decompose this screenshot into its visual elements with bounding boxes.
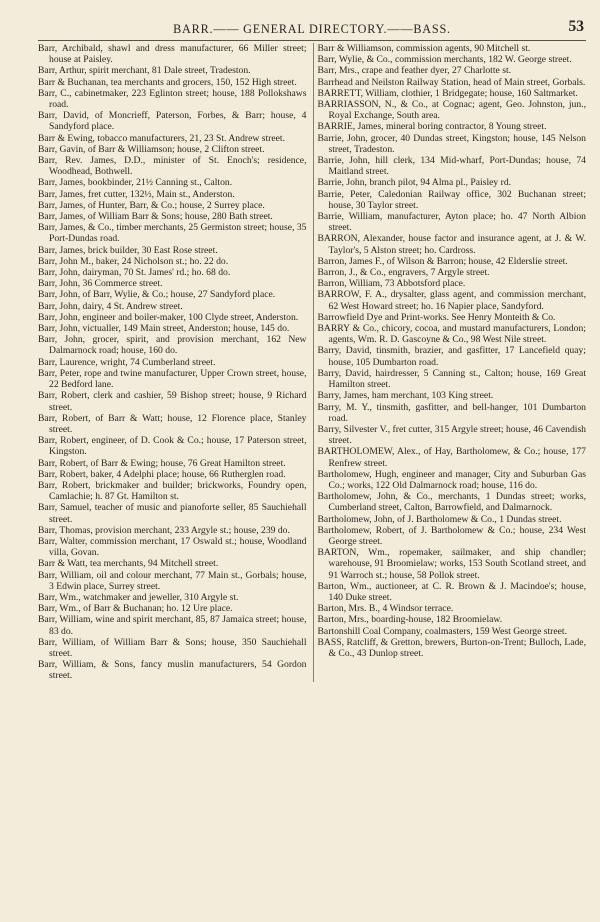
directory-entry: Barry, David, tinsmith, brazier, and gasfitter, 17 Lancefield quay; house, 105 Dumbarton road. <box>317 345 586 368</box>
directory-entry: Barr, Arthur, spirit merchant, 81 Dale street, Tradeston. <box>38 65 251 77</box>
directory-entry: Barry, James, ham merchant, 103 King street. <box>317 390 494 402</box>
directory-entry: Barr, William, of William Barr & Sons; house, 350 Sauchiehall street. <box>38 636 307 659</box>
directory-entry: Barr, James, fret cutter, 132½, Main st., Anderston. <box>38 188 235 200</box>
directory-entry: Barr, Robert, engineer, of D. Cook & Co.; house, 17 Paterson street, Kingston. <box>38 435 307 458</box>
directory-entry: Barr, James, bookbinder, 21½ Canning st., Calton. <box>38 177 233 189</box>
directory-entry: Barr, James, of William Barr & Sons; house, 280 Bath street. <box>38 211 273 223</box>
directory-entry: Barr, John, engineer and boiler-maker, 100 Clyde street, Anderston. <box>38 311 299 323</box>
directory-entry: Barron, J., & Co., engravers, 7 Argyle street. <box>317 267 490 279</box>
directory-entry: Barton, Wm., auctioneer, at C. R. Brown & J. Macindoe's; house, 140 Duke street. <box>317 580 586 603</box>
page-header <box>38 18 586 40</box>
directory-entry: Barrowfield Dye and Print-works. See Henry Monteith & Co. <box>317 311 556 323</box>
directory-entry: BARROW, F. A., drysalter, glass agent, and commission merchant, 62 West Howard street; ho. 16 Napier place, Sandyford. <box>317 289 586 312</box>
directory-entry: Barr, Wm., of Barr & Buchanan; ho. 12 Ure place. <box>38 603 233 615</box>
directory-entry: Barr, David, of Moncrieff, Paterson, Forbes, & Barr; house, 4 Sandyford place. <box>38 110 307 133</box>
directory-entry: Barr, Archibald, shawl and dress manufacturer, 66 Miller street; house at Paisley. <box>38 43 307 66</box>
directory-entry: Barr & Watt, tea merchants, 94 Mitchell street. <box>38 558 219 570</box>
directory-entry: BARRIASSON, N., & Co., at Cognac; agent, Geo. Johnston, jun., Royal Exchange, South area. <box>317 99 586 122</box>
running-title: BARR.—— GENERAL DIRECTORY.——BASS. <box>173 22 451 36</box>
directory-entry: Barr & Williamson, commission agents, 90 Mitchell st. <box>317 43 531 54</box>
directory-entry: Barr, James, brick builder, 30 East Rose street. <box>38 244 218 256</box>
page-number: 53 <box>568 18 584 35</box>
directory-entry: Barton, Mrs. B., 4 Windsor terrace. <box>317 603 454 615</box>
directory-entry: Barr, Mrs., crape and feather dyer, 27 Charlotte st. <box>317 65 512 77</box>
directory-entry: Barr, John, dairy, 4 St. Andrew street. <box>38 300 183 312</box>
directory-entry: BASS, Ratcliff, & Gretton, brewers, Burton-on-Trent; Bulloch, Lade, & Co., 43 Dunlop street. <box>317 636 586 659</box>
directory-entry: BARRETT, William, clothier, 1 Bridgegate; house, 160 Saltmarket. <box>317 87 578 99</box>
directory-entry: Barrhead and Neilston Railway Station, head of Main street, Gorbals. <box>317 76 586 88</box>
directory-entry: Barrie, William, manufacturer, Ayton place; ho. 47 North Albion street. <box>317 211 586 234</box>
directory-entry: Barr, John, grocer, spirit, and provision merchant, 162 New Dalmarnock road; house, 160 do. <box>38 334 307 357</box>
directory-entry: Barr, John, dairyman, 70 St. James' rd.; ho. 68 do. <box>38 267 231 279</box>
directory-entry: Barrie, John, hill clerk, 134 Mid-wharf, Port-Dundas; house, 74 Maitland street. <box>317 155 586 178</box>
directory-entry: Barron, James F., of Wilson & Barron; house, 42 Elderslie street. <box>317 255 568 267</box>
directory-entry: Barr, Peter, rope and twine manufacturer, Upper Crown street, house, 22 Bedford lane. <box>38 367 307 391</box>
directory-entry: Bartonshill Coal Company, coalmasters, 159 West George street. <box>317 625 568 637</box>
directory-entry: Bartholomew, John, & Co., merchants, 1 Dundas street; works, Cumberland street, Calton, Barrowfield, and Dalmarnock. <box>317 491 586 514</box>
directory-entry: Barr, James, & Co., timber merchants, 25 Germiston street; house, 35 Port-Dundas road. <box>38 222 307 245</box>
right-column <box>313 43 587 682</box>
directory-entry: Barry, M. Y., tinsmith, gasfitter, and bell-hanger, 101 Dumbarton road. <box>317 401 586 424</box>
directory-entry: BARRON, Alexander, house factor and insurance agent, at J. & W. Taylor's, 5 Alston street; ho. Cardross. <box>317 233 586 256</box>
directory-entry: Barr, John, victualler, 149 Main street, Anderston; house, 145 do. <box>38 323 290 335</box>
directory-entry: Barrie, Peter, Caledonian Railway office, 302 Buchanan street; house, 30 Taylor street. <box>317 188 586 211</box>
directory-entry: Barr, Robert, brickmaker and builder; brickworks, Foundry open, Camlachie; h. 87 Gt. Hamilton st. <box>38 479 307 503</box>
directory-entry: Barr, William, wine and spirit merchant, 85, 87 Jamaica street; house, 83 do. <box>38 614 307 637</box>
directory-entry: Barr, James, of Hunter, Barr, & Co.; house, 2 Surrey place. <box>38 199 265 211</box>
directory-entry: Bartholomew, Robert, of J. Bartholomew & Co.; house, 234 West George street. <box>317 524 586 547</box>
directory-entry: BARRY & Co., chicory, cocoa, and mustard manufacturers, London; agents, Wm. R. D. Gascoyne & Co., 98 West Nile street. <box>317 323 586 346</box>
left-column <box>38 43 307 682</box>
directory-entry: Barr & Ewing, tobacco manufacturers, 21, 23 St. Andrew street. <box>38 132 285 144</box>
directory-entry: Barr, Thomas, provision merchant, 233 Argyle st.; house, 239 do. <box>38 524 290 536</box>
directory-entry: BARTHOLOMEW, Alex., of Hay, Bartholomew, & Co.; house, 177 Renfrew street. <box>317 446 586 469</box>
directory-entry: Barr, Gavin, of Barr & Williamson; house, 2 Clifton street. <box>38 143 265 155</box>
directory-entry: Barr, Robert, of Barr & Watt; house, 12 Florence place, Stanley street. <box>38 412 307 435</box>
directory-entry: Barron, William, 73 Abbotsford place. <box>317 278 466 290</box>
directory-entry: Barr, Robert, baker, 4 Adelphi place; house, 66 Rutherglen road. <box>38 468 286 480</box>
directory-entry: Barr, John, of Barr, Wylie, & Co.; house, 27 Sandyford place. <box>38 289 276 301</box>
directory-entry: Bartholomew, Hugh, engineer and manager, City and Suburban Gas Co.; works, 122 Old Dalmarnock road; house, 116 do. <box>317 468 586 491</box>
directory-entry: Barr, John M., baker, 24 Nicholson st.; ho. 22 do. <box>38 255 229 267</box>
directory-entry: Barr, Robert, clerk and cashier, 59 Bishop street; house, 9 Richard street. <box>38 390 307 413</box>
directory-entry: Barr, William, & Sons, fancy muslin manufacturers, 54 Gordon street. <box>38 659 307 682</box>
directory-entry: Barton, Mrs., boarding-house, 182 Broomielaw. <box>317 614 503 626</box>
directory-entry: Barr, Walter, commission merchant, 17 Oswald st.; house, Woodland villa, Govan. <box>38 535 307 559</box>
directory-entry: Barr, Rev. James, D.D., minister of St. Enoch's; residence, Woodhead, Bothwell. <box>38 155 307 178</box>
directory-entry: Barrie, John, branch pilot, 94 Alma pl., Paisley rd. <box>317 177 512 189</box>
directory-entry: Barr, Robert, of Barr & Ewing; house, 76 Great Hamilton street. <box>38 457 286 469</box>
directory-entry: Barr, Samuel, teacher of music and pianoforte seller, 85 Sauchiehall street. <box>38 502 307 525</box>
directory-entry: Bartholomew, John, of J. Bartholomew & Co., 1 Dundas street. <box>317 513 562 525</box>
directory-entry: Barr, C., cabinetmaker, 223 Eglinton street; house, 188 Pollokshaws road. <box>38 87 307 111</box>
directory-entry: Barr, Wylie, & Co., commission merchants, 182 W. George street. <box>317 54 572 66</box>
directory-columns <box>38 43 586 682</box>
directory-entry: Barr, Laurence, wright, 74 Cumberland street. <box>38 356 216 368</box>
directory-entry: Barr & Buchanan, tea merchants and grocers, 150, 152 High street. <box>38 76 297 88</box>
directory-entry: Barry, David, hairdresser, 5 Canning st., Calton; house, 169 Great Hamilton street. <box>317 367 586 391</box>
directory-entry: BARRIE, James, mineral boring contractor, 8 Young street. <box>317 121 547 133</box>
directory-entry: Barr, Wm., watchmaker and jeweller, 310 Argyle st. <box>38 591 239 603</box>
directory-entry: Barry, Silvester V., fret cutter, 315 Argyle street; house, 46 Cavendish street. <box>317 423 586 447</box>
directory-entry: Barr, John, 36 Commerce street. <box>38 278 163 290</box>
header-rule <box>38 40 586 41</box>
directory-entry: Barrie, John, grocer, 40 Dundas street, Kingston; house, 145 Nelson street, Tradeston. <box>317 132 586 155</box>
directory-entry: BARTON, Wm., ropemaker, sailmaker, and ship chandler; warehouse, 91 Broomielaw; works, 153 South Scotland street, and 91 Warroch st.; house, 58 Pollok street. <box>317 547 586 581</box>
directory-entry: Barr, William, oil and colour merchant, 77 Main st., Gorbals; house, 3 Edwin place, Surrey street. <box>38 569 307 592</box>
